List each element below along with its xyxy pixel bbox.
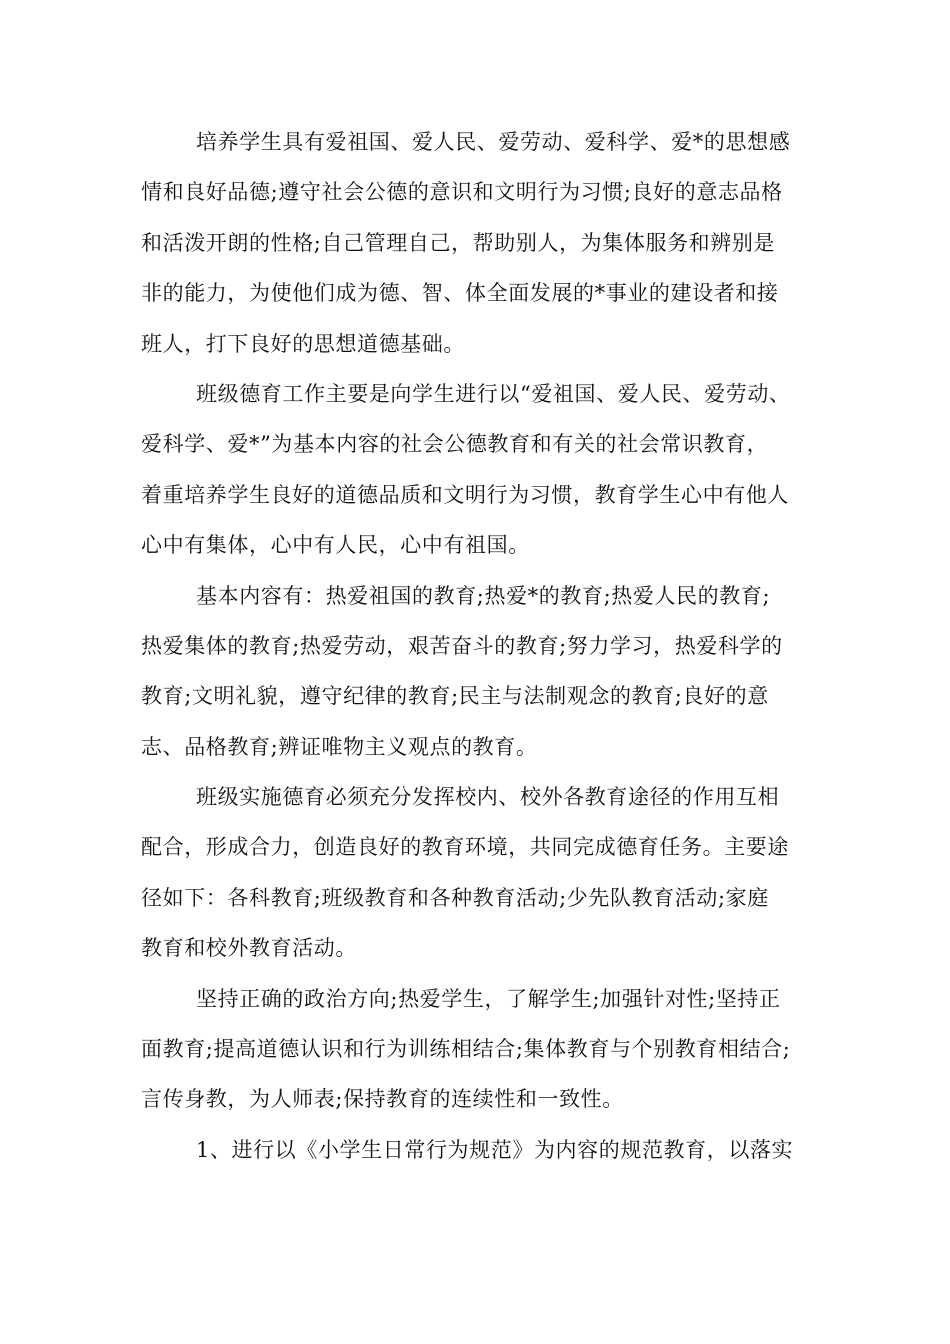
text-line: 情和良好品德;遵守社会公德的意识和文明行为习惯;良好的意志品格 — [141, 180, 783, 205]
text-line: 爱科学、爱*”为基本内容的社会公德教育和有关的社会常识教育， — [141, 432, 769, 457]
text-line: 面教育;提高道德认识和行为训练相结合;集体教育与个别教育相结合; — [141, 1037, 791, 1062]
text-line: 1、进行以《小学生日常行为规范》为内容的规范教育，以落实 — [196, 1137, 794, 1162]
text-line: 基本内容有：热爱祖国的教育;热爱*的教育;热爱人民的教育; — [196, 583, 771, 608]
text-line: 教育;文明礼貌，遵守纪律的教育;民主与法制观念的教育;良好的意 — [141, 684, 769, 709]
text-line: 言传身教，为人师表;保持教育的连续性和一致性。 — [141, 1087, 624, 1112]
text-line: 非的能力，为使他们成为德、智、体全面发展的*事业的建设者和接 — [141, 281, 779, 306]
text-line: 坚持正确的政治方向;热爱学生，了解学生;加强针对性;坚持正 — [196, 986, 781, 1011]
text-line: 心中有集体，心中有人民，心中有祖国。 — [141, 533, 530, 558]
text-line: 着重培养学生良好的道德品质和文明行为习惯，教育学生心中有他人 — [141, 482, 789, 507]
text-line: 志、品格教育;辨证唯物主义观点的教育。 — [141, 734, 538, 759]
text-line: 配合，形成合力，创造良好的教育环境，共同完成德育任务。主要途 — [141, 835, 789, 860]
text-line: 培养学生具有爱祖国、爱人民、爱劳动、爱科学、爱*的思想感 — [196, 130, 791, 154]
text-line: 径如下：各科教育;班级教育和各种教育活动;少先队教育活动;家庭 — [141, 885, 769, 910]
text-line: 班级德育工作主要是向学生进行以“爱祖国、爱人民、爱劳动、 — [196, 381, 791, 406]
text-line: 班人，打下良好的思想道德基础。 — [141, 331, 465, 356]
body-text — [141, 117, 821, 1175]
text-line: 和活泼开朗的性格;自己管理自己，帮助别人，为集体服务和辨别是 — [141, 230, 776, 255]
text-line: 教育和校外教育活动。 — [141, 936, 357, 961]
text-line: 热爱集体的教育;热爱劳动，艰苦奋斗的教育;努力学习，热爱科学的 — [141, 633, 783, 658]
text-line: 班级实施德育必须充分发挥校内、校外各教育途径的作用互相 — [196, 785, 780, 810]
